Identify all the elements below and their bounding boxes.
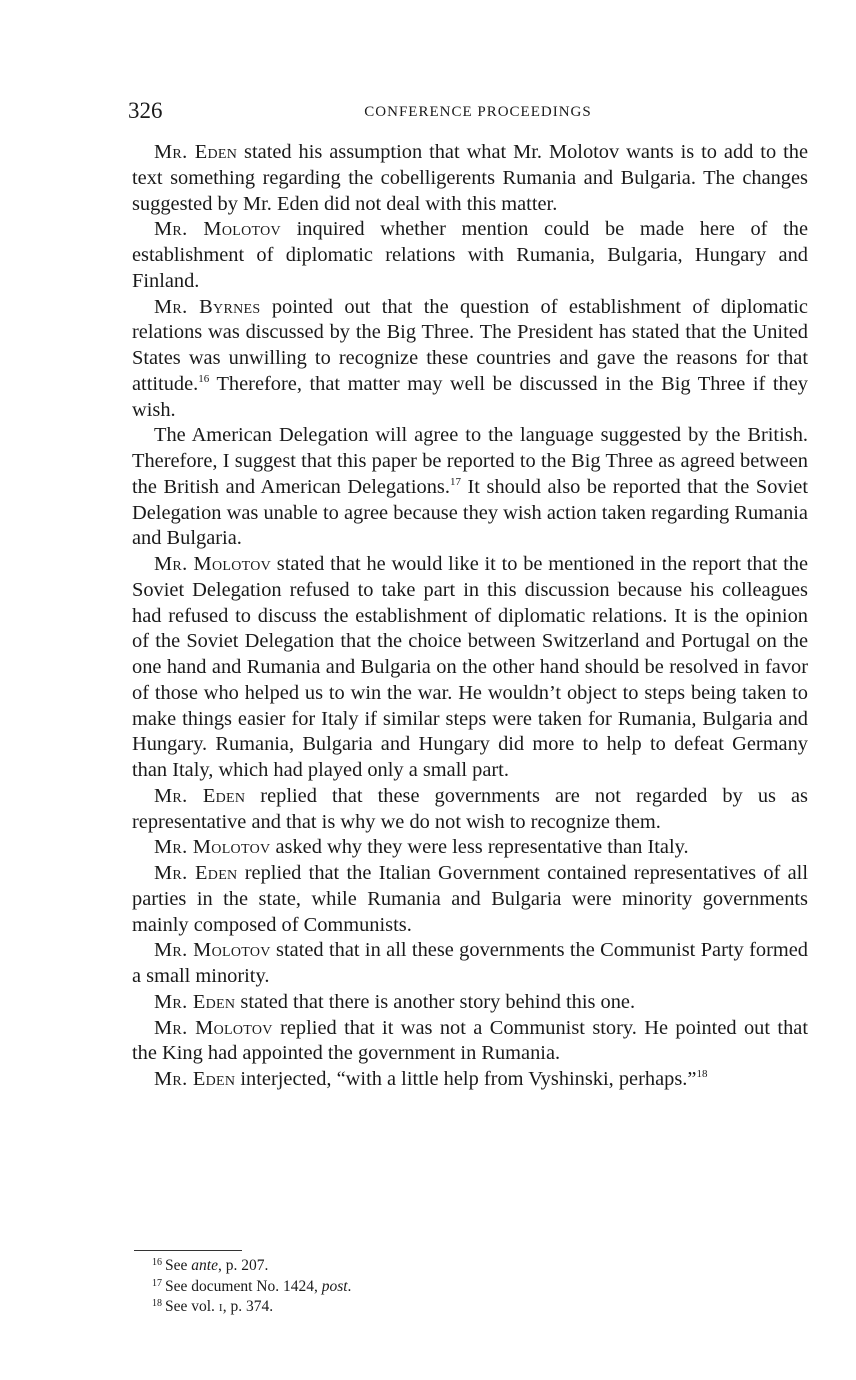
paragraph-text: Therefore, that matter may well be discussed in the Big Three if they wish. bbox=[132, 372, 808, 421]
footnote-text: . bbox=[347, 1277, 352, 1295]
speaker-name: Mr. Molotov bbox=[154, 939, 271, 962]
paragraph-text: It should also be reported that the Soviet Delegation was unable to agree because they wish action taken regarding Rumania and Bulgaria. bbox=[132, 475, 809, 550]
speaker-name: Mr. Byrnes bbox=[154, 295, 261, 318]
footnote-text: , p. 374. bbox=[222, 1298, 274, 1315]
speaker-name: Mr. Eden bbox=[154, 141, 238, 163]
speaker-name: Mr. Molotov bbox=[154, 218, 281, 241]
footnotes bbox=[152, 1254, 752, 1316]
paragraph bbox=[132, 835, 808, 861]
speaker-name: Mr. Eden bbox=[154, 784, 246, 807]
running-title: CONFERENCE PROCEEDINGS bbox=[364, 104, 592, 120]
speaker-name: Mr. Molotov bbox=[154, 553, 272, 575]
footnote bbox=[152, 1254, 752, 1275]
footnote-reference[interactable]: 18 bbox=[696, 1068, 708, 1080]
footnote bbox=[152, 1295, 752, 1316]
paragraph bbox=[132, 217, 808, 294]
paragraph bbox=[132, 861, 808, 938]
footnote-number: 16 bbox=[152, 1257, 162, 1268]
paragraph-text: stated that in all these governments the Communist Party formed a small minority. bbox=[132, 939, 809, 987]
paragraph-text: replied that the Italian Government contained representatives of all parties in the state, while Rumania and Bulgaria were minority governments mainly composed of Communists. bbox=[132, 862, 808, 936]
paragraph bbox=[132, 990, 808, 1016]
paragraph-text: replied that these governments are not regarded by us as representative and that is why we do not wish to recognize them. bbox=[132, 784, 808, 833]
speaker-name: Mr. Eden bbox=[154, 1068, 236, 1090]
footnote-text: See document No. 1424, bbox=[165, 1277, 322, 1295]
paragraph-text: replied that it was not a Communist story. He pointed out that the King had appointed the government in Rumania. bbox=[132, 1016, 808, 1065]
speaker-name: Mr. Molotov bbox=[154, 836, 271, 859]
paragraph bbox=[132, 1067, 808, 1093]
paragraph-text: stated that he would like it to be mentioned in the report that the Soviet Delegation refused to take part in this discussion because his colleagues had refused to discuss the establishment of diplomatic relations. It is the opinion of the Soviet Delegation that the choice between Switzerland and Portugal on the one hand and Rumania and Bulgaria on the other hand should be resolved in favor of those who helped us to win the war. He wouldn’t object to steps being taken to make things easier for Italy if similar steps were taken for Rumania, Bulgaria and Hungary. Rumania, Bulgaria and Hungary did more to help to defeat Germany than Italy, which had played only a small part. bbox=[132, 553, 808, 781]
paragraph bbox=[132, 295, 808, 424]
footnote-italic: ante bbox=[191, 1257, 218, 1274]
paragraph-text: The American Delegation will agree to the language suggested by the British. Therefore, I suggest that this paper be reported to the Big Three as agreed between the British and American Delegations. bbox=[132, 424, 808, 498]
page-number: 326 bbox=[128, 98, 163, 123]
footnote-number: 17 bbox=[152, 1277, 162, 1289]
footnote-reference[interactable]: 16 bbox=[198, 372, 210, 385]
footnote bbox=[152, 1275, 752, 1296]
footnote-number: 18 bbox=[152, 1298, 162, 1309]
paragraph bbox=[132, 140, 808, 217]
footnote-volume: i bbox=[218, 1298, 223, 1315]
paragraph-text: pointed out that the question of establishment of diplomatic relations was discussed by the Big Three. The President has stated that the United States was unwilling to recognize these countries and gave the reasons for that attitude. bbox=[132, 295, 808, 395]
footnote-text: See vol. bbox=[165, 1298, 219, 1315]
footnote-italic: post bbox=[321, 1277, 348, 1295]
paragraph-text: stated his assumption that what Mr. Molotov wants is to add to the text something regarding the cobelligerents Rumania and Bulgaria. The changes suggested by Mr. Eden did not deal with this matter. bbox=[132, 141, 808, 215]
paragraph-text: interjected, “with a little help from Vyshinski, perhaps.” bbox=[235, 1068, 697, 1090]
paragraph bbox=[132, 1016, 808, 1068]
speaker-name: Mr. Eden bbox=[154, 862, 238, 884]
paragraph-text: inquired whether mention could be made here of the establishment of diplomatic relations with Rumania, Bulgaria, Hungary and Finland. bbox=[132, 218, 808, 292]
speaker-name: Mr. Molotov bbox=[154, 1016, 273, 1039]
footnote-divider bbox=[134, 1250, 242, 1251]
paragraph bbox=[132, 423, 808, 552]
footnote-reference[interactable]: 17 bbox=[449, 475, 461, 488]
paragraph bbox=[132, 938, 808, 990]
paragraph-text: stated that there is another story behind this one. bbox=[235, 990, 636, 1013]
paragraph-text: asked why they were less representative than Italy. bbox=[270, 836, 689, 859]
footnote-text: See bbox=[165, 1257, 192, 1274]
paragraph bbox=[132, 784, 808, 836]
body-text bbox=[132, 140, 808, 1093]
paragraph bbox=[132, 552, 808, 784]
speaker-name: Mr. Eden bbox=[154, 990, 236, 1013]
footnote-text: , p. 207. bbox=[217, 1257, 269, 1274]
page-header bbox=[128, 96, 808, 126]
